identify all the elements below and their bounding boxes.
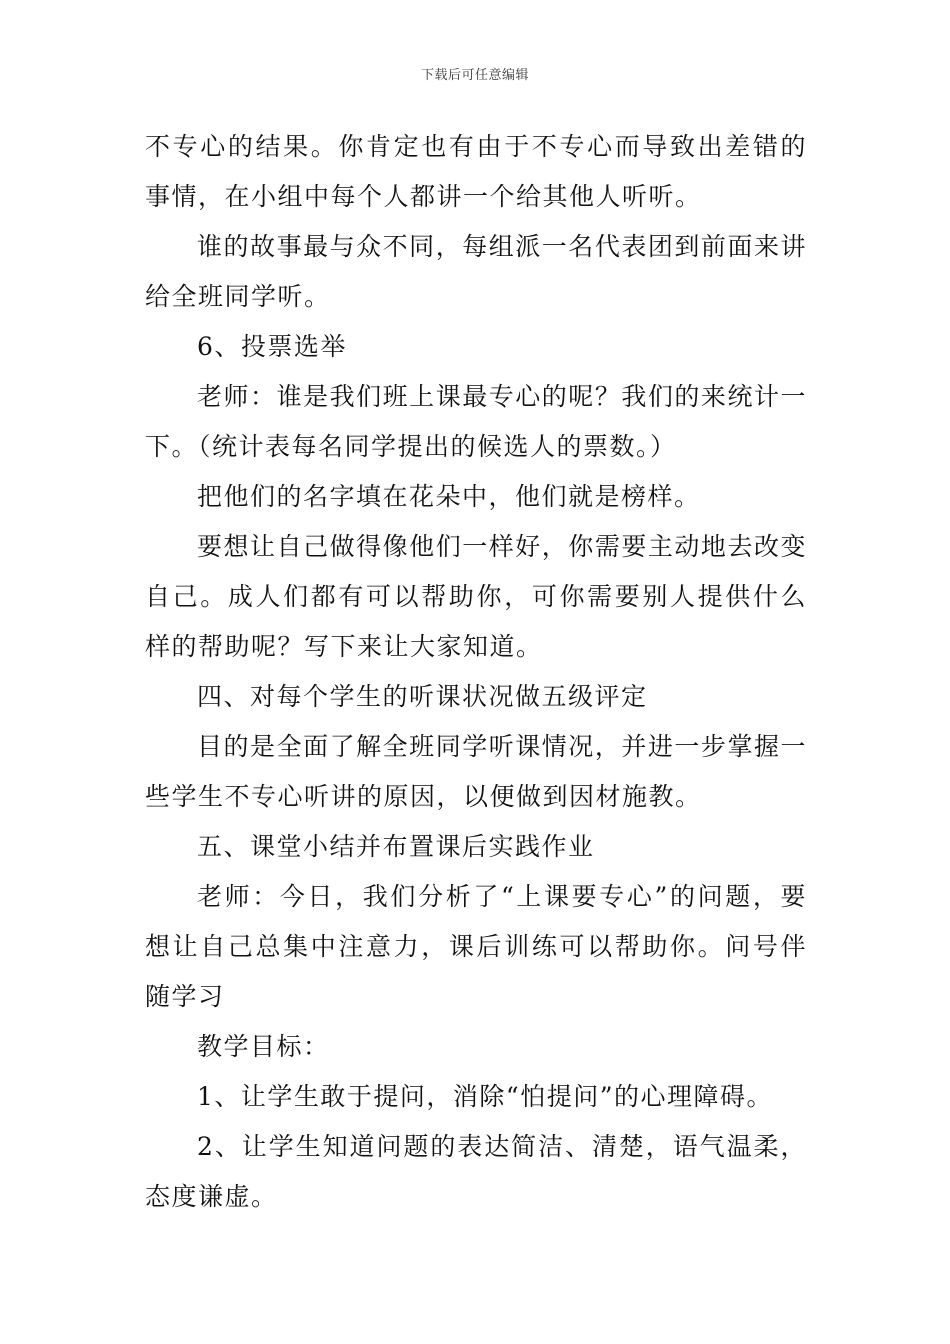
section-heading-five: 五、课堂小结并布置课后实践作业: [197, 832, 595, 861]
paragraph-2: 谁的故事最与众不同，每组派一名代表团到前面来讲给全班同学听。: [145, 232, 807, 311]
paragraph-4: 老师：谁是我们班上课最专心的呢？我们的来统计一下。（统计表每名同学提出的候选人的票数。）: [145, 382, 807, 461]
goal-item-1: 1、让学生敢于提问，消除“怕提问”的心理障碍。: [197, 1082, 773, 1111]
paragraph-8: 目的是全面了解全班同学听课情况，并进一步掌握一些学生不专心听讲的原因，以便做到因材施教。: [145, 732, 807, 811]
paragraph-10: 老师：今日，我们分析了“上课要专心”的问题，要想让自己总集中注意力，课后训练可以帮助你。问号伴随学习: [145, 882, 807, 1011]
teaching-goals-heading: 教学目标：: [197, 1032, 330, 1061]
section-heading-vote: 6、投票选举: [197, 332, 347, 361]
paragraph-1: 不专心的结果。你肯定也有由于不专心而导致出差错的事情，在小组中每个人都讲一个给其他人听听。: [145, 132, 807, 211]
goal-item-2: 2、让学生知道问题的表达简洁、清楚，语气温柔，态度谦虚。: [145, 1132, 807, 1211]
paragraph-6: 要想让自己做得像他们一样好，你需要主动地去改变自己。成人们都有可以帮助你，可你需要别人提供什么样的帮助呢？写下来让大家知道。: [145, 532, 807, 661]
paragraph-5: 把他们的名字填在花朵中，他们就是榜样。: [197, 482, 701, 511]
page-header: 下载后可任意编辑: [420, 68, 529, 83]
document-body: [145, 122, 807, 1222]
section-heading-four: 四、对每个学生的听课状况做五级评定: [197, 682, 648, 711]
